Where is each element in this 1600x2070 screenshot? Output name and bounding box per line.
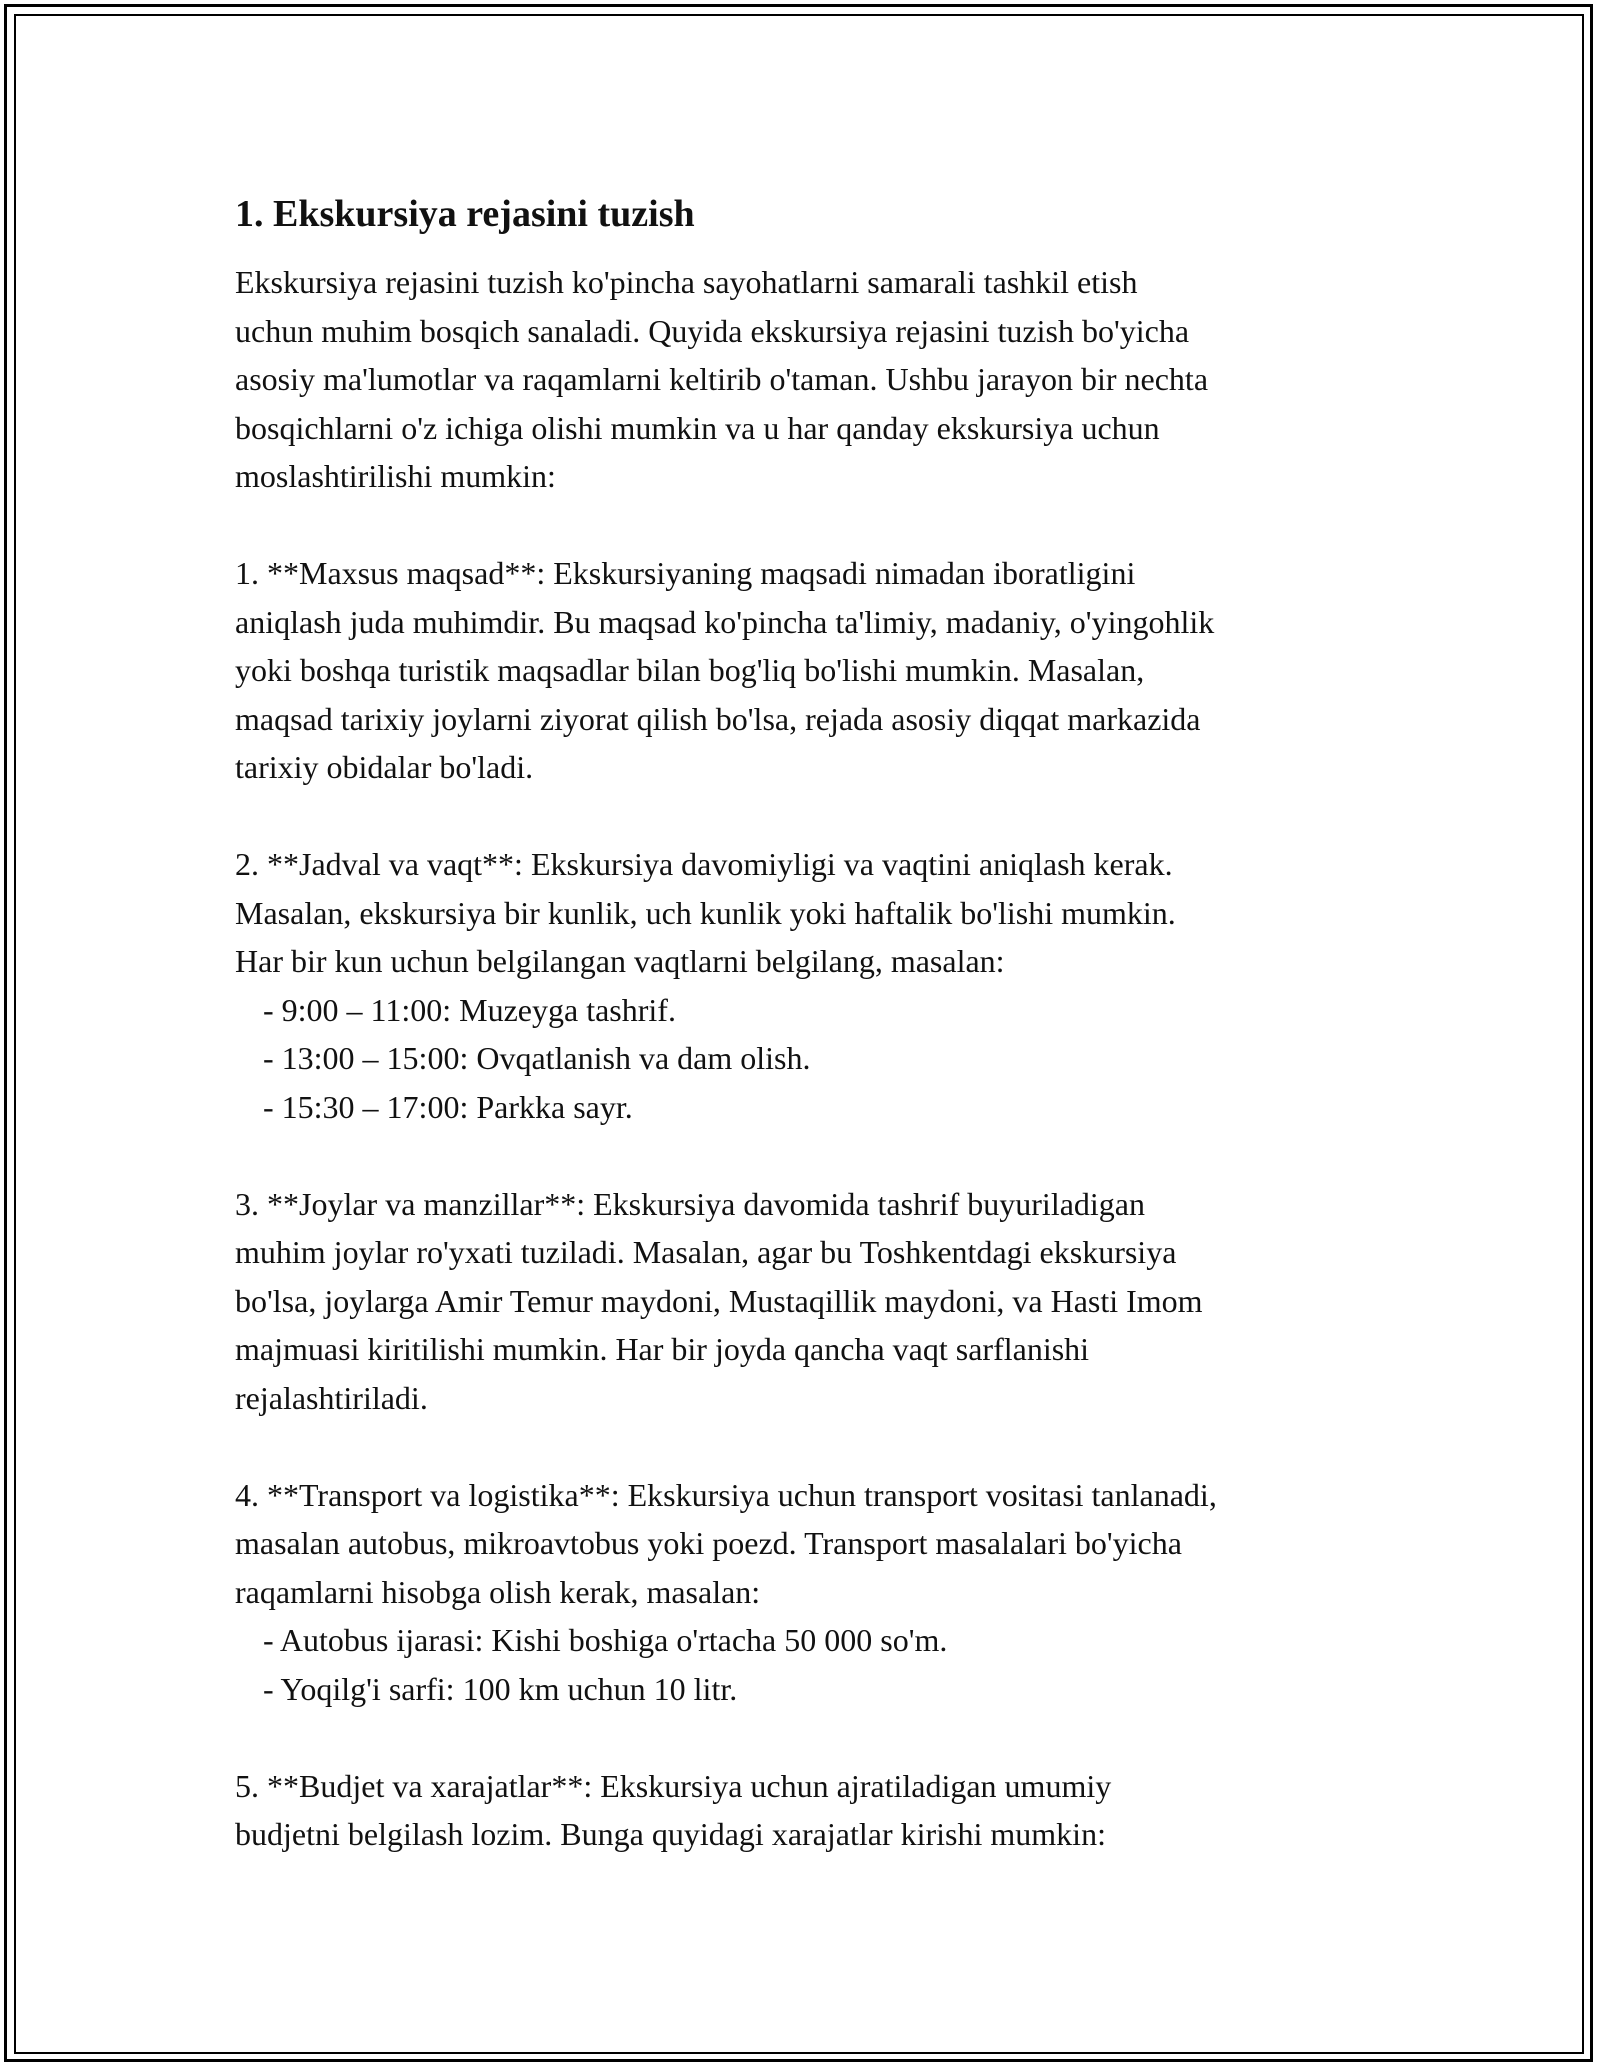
list-item-places: 3. **Joylar va manzillar**: Ekskursiya davomida tashrif buyuriladigan muhim joylar ro'yxati tuziladi. Masalan, agar bu Toshkentdagi ekskursiya bo'lsa, joylarga Amir Temur maydoni, Mustaqillik maydoni, va Hasti Imom majmuasi kiritilishi mumkin. Har bir joyda qancha vaqt sarflanishi rejalashtiriladi. [235,1185,1203,1416]
paragraph-gap [235,1131,1385,1180]
list-item-schedule: 2. **Jadval va vaqt**: Ekskursiya davomiyligi va vaqtini aniqlash kerak. Masalan, ekskursiya bir kunlik, uch kunlik yoki haftalik bo'lishi mumkin. Har bir kun uchun belgilangan vaqtlarni belgilang, masalan: [235,846,1176,979]
intro-paragraph: Ekskursiya rejasini tuzish ko'pincha sayohatlarni samarali tashkil etish uchun muhim bosqich sanaladi. Quyida ekskursiya rejasini tuzish bo'yicha asosiy ma'lumotlar va raqamlarni keltirib o'taman. Ushbu jarayon bir nechta bosqichlarni o'z ichiga olishi mumkin va u har qanday ekskursiya uchun moslashtirilishi mumkin: [235,264,1209,494]
list-item-budget: 5. **Budjet va xarajatlar**: Ekskursiya uchun ajratiladigan umumiy budjetni belgilash lozim. Bunga quyidagi xarajatlar kirishi mumkin: [235,1767,1112,1852]
paragraph-gap [235,1713,1385,1762]
list-item-purpose: 1. **Maxsus maqsad**: Ekskursiyaning maqsadi nimadan iboratligini aniqlash juda muhimdir. Bu maqsad ko'pincha ta'limiy, madaniy, o'yingohlik yoki boshqa turistik maqsadlar bilan bog'liq bo'lishi mumkin. Masalan, maqsad tarixiy joylarni ziyorat qilish bo'lsa, rejada asosiy diqqat markazida tarixiy obidalar bo'ladi. [235,555,1215,785]
section-heading: 1. Ekskursiya rejasini tuzish [235,193,695,235]
list-item-transport: 4. **Transport va logistika**: Ekskursiya uchun transport vositasi tanlanadi, masalan autobus, mikroavtobus yoki poezd. Transport masalalari bo'yicha raqamlarni hisobga olish kerak, masalan: [235,1476,1217,1610]
document-page [235,188,1385,1859]
paragraph-gap [235,501,1385,550]
paragraph-gap [235,792,1385,841]
transport-bullet: - Autobus ijarasi: Kishi boshiga o'rtacha 50 000 so'm. [263,1622,948,1658]
transport-bullet: - Yoqilg'i sarfi: 100 km uchun 10 litr. [263,1670,738,1707]
schedule-bullet: - 13:00 – 15:00: Ovqatlanish va dam olish. [263,1040,811,1076]
schedule-bullet: - 15:30 – 17:00: Parkka sayr. [263,1088,633,1125]
schedule-bullet: - 9:00 – 11:00: Muzeyga tashrif. [263,991,676,1028]
paragraph-gap [235,1422,1385,1471]
